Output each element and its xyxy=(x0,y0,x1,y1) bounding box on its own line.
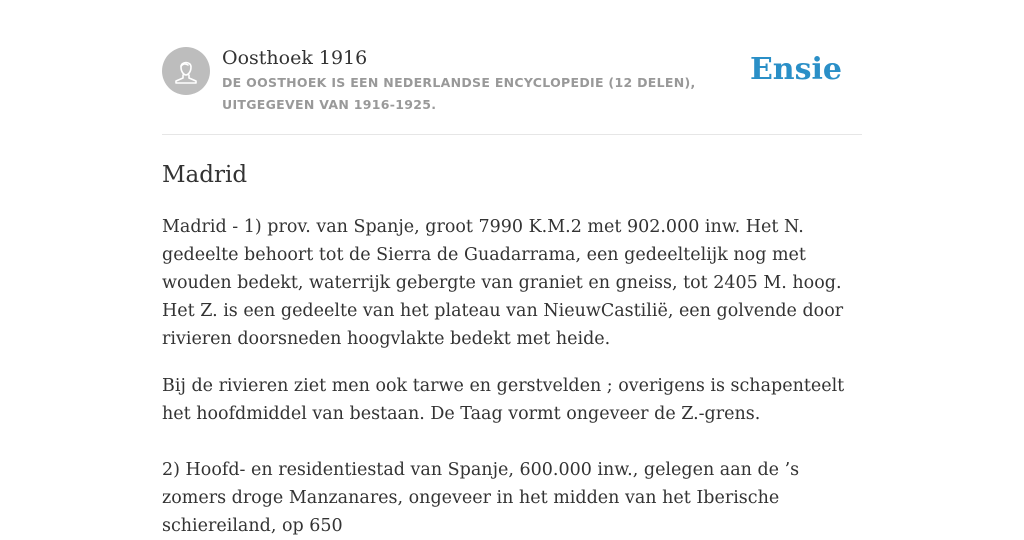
user-silhouette-icon xyxy=(162,47,210,95)
source-title[interactable]: Oosthoek 1916 xyxy=(222,47,368,69)
entry-paragraph: Bij de rivieren ziet men ook tarwe en gerstvelden ; overigens is schapenteelt het hoofdmiddel van bestaan. De Taag vormt ongeveer de Z.-grens. xyxy=(162,376,845,424)
entry-paragraph: 2) Hoofd- en residentiestad van Spanje, 600.000 inw., gelegen aan de ’s zomers droge Manzanares, ongeveer in het midden van het Iberische schiereiland, op 650 xyxy=(162,460,800,536)
entry-paragraph: Madrid - 1) prov. van Spanje, groot 7990 K.M.2 met 902.000 inw. Het N. gedeelte behoort tot de Sierra de Guadarrama, een gedeeltelijk nog met wouden bedekt, waterrijk gebergte van graniet en gneiss, tot 2405 M. hoog. Het Z. is een gedeelte van het plateau van NieuwCastilië, een golvende door rivieren doorsneden hoogvlakte bedekt met heide. xyxy=(162,217,844,349)
source-description: DE OOSTHOEK IS EEN NEDERLANDSE ENCYCLOPEDIE (12 DELEN), UITGEGEVEN VAN 1916-1925. xyxy=(222,75,696,112)
source-header xyxy=(162,0,862,135)
page-container xyxy=(162,0,862,540)
entry-body xyxy=(162,213,862,540)
brand-logo[interactable]: Ensie xyxy=(749,52,842,87)
avatar[interactable] xyxy=(162,47,210,95)
entry-title: Madrid xyxy=(162,162,248,188)
